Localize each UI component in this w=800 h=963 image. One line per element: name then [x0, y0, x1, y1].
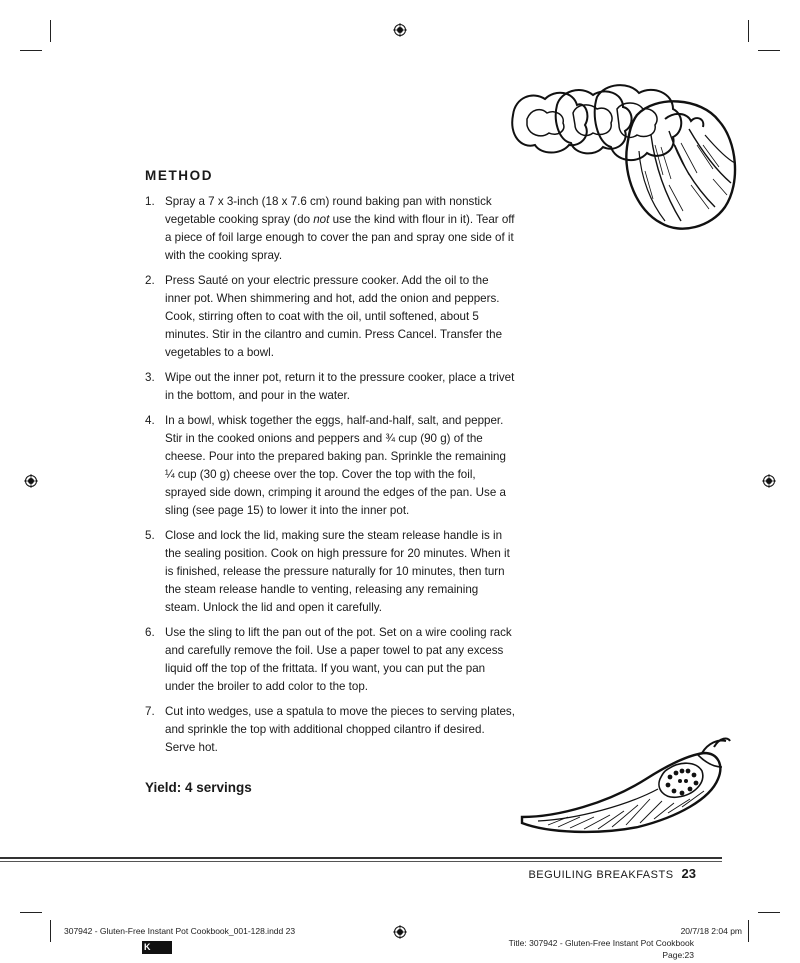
step-text: In a bowl, whisk together the eggs, half-and-half, salt, and pepper. Stir in the cooked onions and peppers and ¾ cup (90 g) of the cheese. Pour into the prepared baking pan. Sprinkle the remaining ¼ cup (30 g) cheese over the top. Cover the top with the foil, sprayed side down, crimping it around the edges of the pan. Use a sling (see page 15) to lower it into the inner pot.: [165, 414, 506, 517]
yield-text: Yield: 4 servings: [145, 780, 252, 795]
list-item: [145, 272, 515, 362]
step-number: 7.: [145, 705, 155, 718]
crop-mark: [758, 50, 780, 51]
slug-datetime: 20/7/18 2:04 pm: [680, 926, 742, 936]
list-item: [145, 369, 515, 405]
slug-page: Page:23: [662, 950, 694, 960]
step-text: Spray a 7 x 3-inch (18 x 7.6 cm) round baking pan with nonstick vegetable cooking spray (do not use the kind with flour in it). Tear off a piece of foil large enough to cover the pan and spray one side of it with the cooking spray.: [165, 195, 515, 262]
step-text: Wipe out the inner pot, return it to the pressure cooker, place a trivet in the bottom, and pour in the water.: [165, 371, 515, 402]
step-number: 4.: [145, 414, 155, 427]
step-number: 5.: [145, 529, 155, 542]
registration-mark-icon: [393, 925, 407, 939]
list-item: [145, 412, 515, 520]
crop-mark: [748, 20, 749, 42]
step-text: Press Sauté on your electric pressure cooker. Add the oil to the inner pot. When shimmering and hot, add the onion and peppers. Cook, stirring often to coat with the oil, until softened, about 5 minutes. Stir in the cilantro and cumin. Press Cancel. Transfer the vegetables to a bowl.: [165, 274, 503, 359]
method-steps: [145, 193, 515, 764]
footer-rule: [0, 857, 722, 859]
list-item: [145, 527, 515, 617]
page-number: 23: [681, 866, 696, 881]
list-item: [145, 624, 515, 696]
list-item: [145, 193, 515, 265]
registration-mark-icon: [762, 474, 776, 488]
bell-pepper-illustration: [505, 75, 750, 235]
section-name: BEGUILING BREAKFASTS: [528, 869, 674, 881]
k-color-mark: K: [142, 941, 172, 954]
step-number: 6.: [145, 626, 155, 639]
registration-mark-icon: [24, 474, 38, 488]
running-footer: [528, 866, 696, 881]
crop-mark: [758, 912, 780, 913]
step-emphasis: not: [313, 213, 330, 226]
chili-pepper-illustration: [518, 733, 733, 838]
crop-mark: [748, 920, 749, 942]
crop-mark: [20, 912, 42, 913]
crop-mark: [20, 50, 42, 51]
step-text: Close and lock the lid, making sure the steam release handle is in the sealing position. Cook on high pressure for 20 minutes. When it is finished, release the pressure naturally for 10 minutes, then turn the steam release handle to venting, releasing any remaining steam. Unlock the lid and open it carefully.: [165, 529, 510, 614]
list-item: [145, 703, 515, 757]
method-heading: METHOD: [145, 168, 214, 183]
step-number: 2.: [145, 274, 155, 287]
step-text: Cut into wedges, use a spatula to move the pieces to serving plates, and sprinkle the top with additional chopped cilantro if desired. Serve hot.: [165, 705, 515, 754]
slug-title: Title: 307942 - Gluten-Free Instant Pot Cookbook: [508, 938, 694, 948]
step-number: 1.: [145, 195, 155, 208]
footer-rule: [0, 861, 722, 862]
step-text: Use the sling to lift the pan out of the pot. Set on a wire cooling rack and carefully remove the foil. Use a paper towel to pat any excess liquid off the top of the frittata. If you want, you can put the pan under the broiler to add color to the top.: [165, 626, 512, 693]
crop-mark: [50, 920, 51, 942]
crop-mark: [50, 20, 51, 42]
step-number: 3.: [145, 371, 155, 384]
registration-mark-icon: [393, 23, 407, 37]
slug-filename: 307942 - Gluten-Free Instant Pot Cookbook_001-128.indd 23: [64, 926, 296, 936]
